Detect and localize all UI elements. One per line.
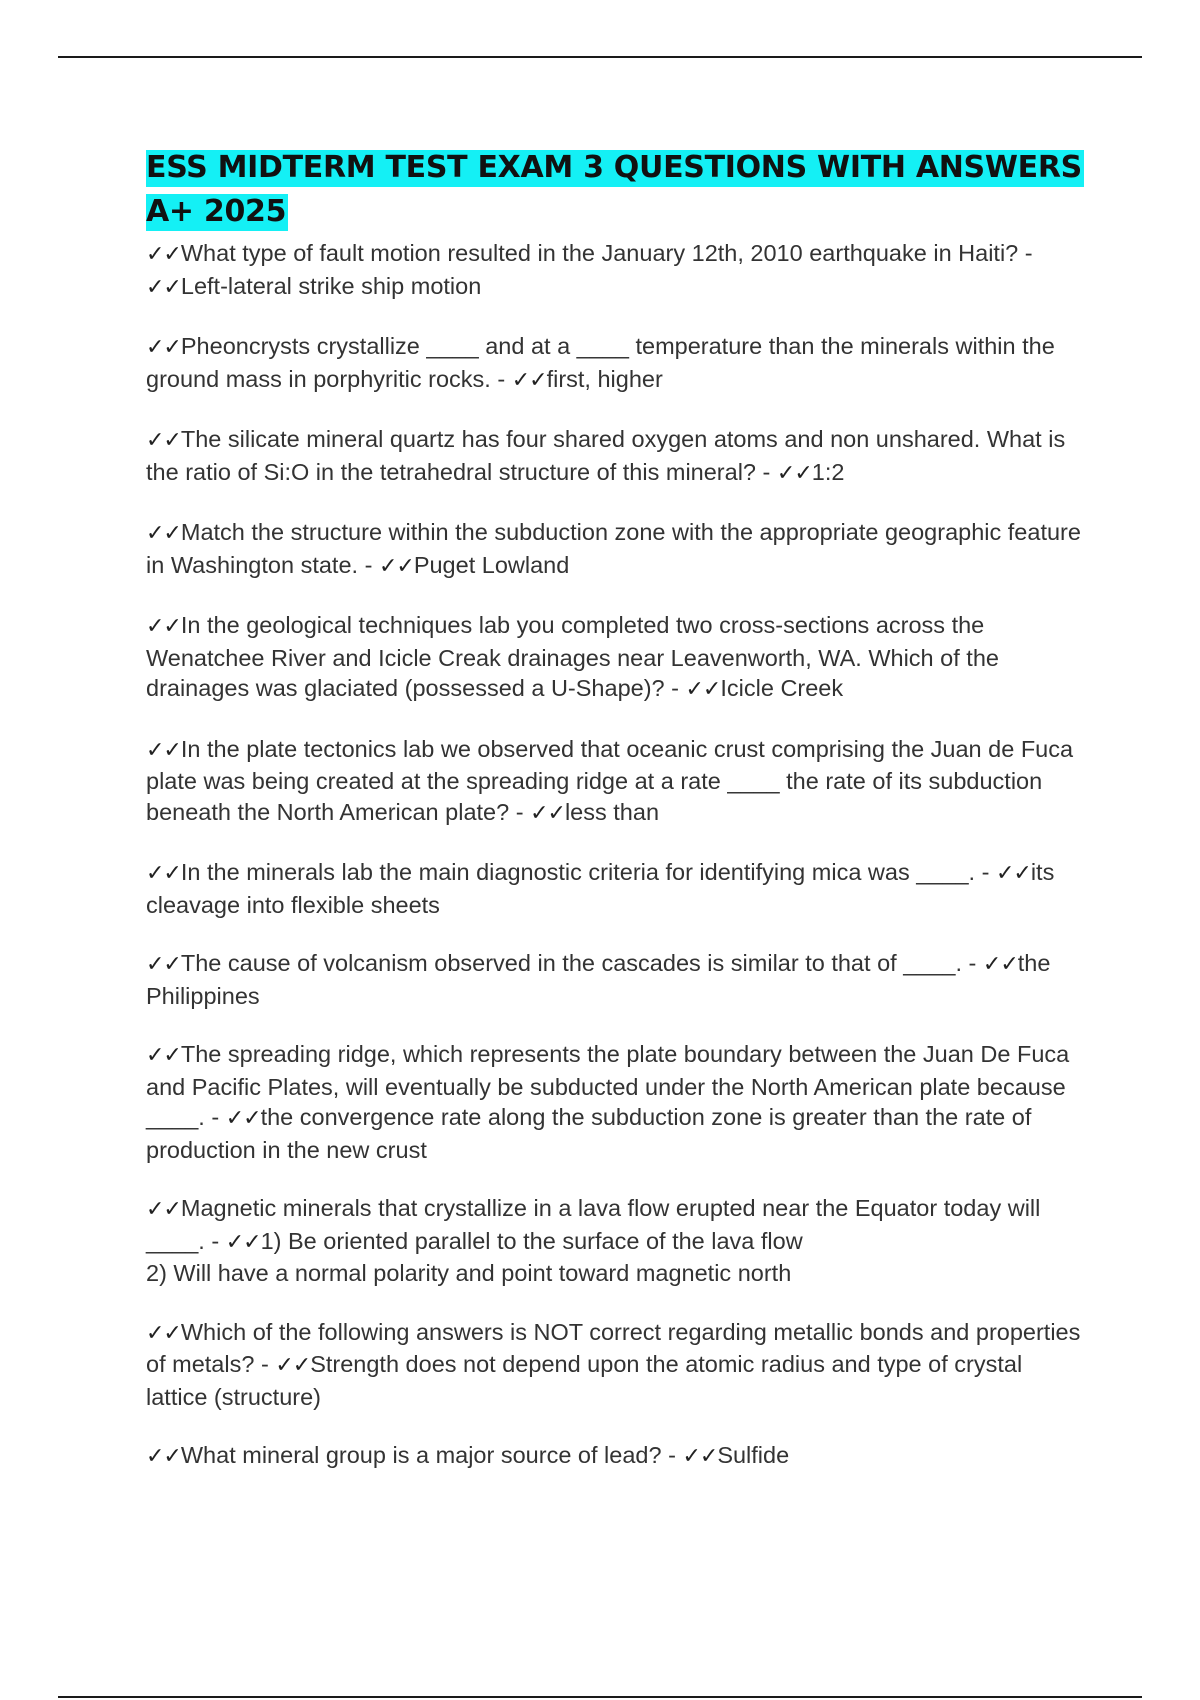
- check-marks-icon: ✓✓: [146, 428, 181, 453]
- qa-item: [146, 517, 1090, 582]
- answer-extra-text: 2) Will have a normal polarity and point toward magnetic north: [146, 1260, 792, 1286]
- question-text: The cause of volcanism observed in the cascades is similar to that of ____. -: [180, 950, 977, 976]
- check-marks-icon: ✓✓: [146, 952, 181, 977]
- check-marks-icon: ✓✓: [146, 1320, 181, 1346]
- top-rule: [58, 56, 1142, 58]
- check-marks-icon: ✓✓: [982, 952, 1018, 977]
- check-marks-icon: ✓✓: [146, 335, 181, 360]
- document-body: [146, 146, 1090, 1501]
- check-marks-icon: ✓✓: [776, 460, 812, 486]
- answer-text: Icicle Creek: [720, 675, 844, 701]
- answer-text: its cleavage into flexible sheets: [146, 859, 1055, 918]
- question-text: The silicate mineral quartz has four shared oxygen atoms and non unshared. What is the ratio of Si:O in the tetrahedral structure of this mineral? -: [146, 426, 1066, 485]
- answer-text: the convergence rate along the subduction zone is greater than the rate of production in the new crust: [146, 1104, 1032, 1163]
- qa-item: [146, 1317, 1090, 1413]
- bottom-rule: [58, 1696, 1142, 1698]
- question-text: What mineral group is a major source of lead? -: [180, 1442, 676, 1468]
- qa-item: [146, 734, 1090, 830]
- qa-item: [146, 238, 1090, 303]
- question-text: Which of the following answers is NOT correct regarding metallic bonds and properties of metals? -: [146, 1318, 1081, 1377]
- answer-text: 1:2: [811, 458, 845, 485]
- check-marks-icon: ✓✓: [511, 367, 547, 393]
- answer-text: Sulfide: [717, 1442, 790, 1468]
- check-marks-icon: ✓✓: [146, 521, 181, 546]
- check-marks-icon: ✓✓: [685, 677, 721, 702]
- check-marks-icon: ✓✓: [146, 861, 181, 886]
- answer-text: Strength does not depend upon the atomic radius and type of crystal lattice (structure): [146, 1351, 1023, 1410]
- qa-item: [146, 424, 1090, 489]
- check-marks-icon: ✓✓: [146, 614, 181, 639]
- qa-item: [146, 331, 1090, 396]
- check-marks-icon: ✓✓: [682, 1444, 718, 1469]
- check-marks-icon: ✓✓: [146, 1197, 181, 1222]
- check-marks-icon: ✓✓: [146, 274, 181, 300]
- qa-item: [146, 1440, 1090, 1473]
- check-marks-icon: ✓✓: [146, 242, 181, 267]
- question-text: Magnetic minerals that crystallize in a lava flow erupted near the Equator today will ____. -: [146, 1195, 1041, 1254]
- qa-list: [146, 238, 1090, 1473]
- check-marks-icon: ✓✓: [146, 1043, 181, 1068]
- question-text: Match the structure within the subduction zone with the appropriate geographic feature in Washington state. -: [146, 519, 1081, 578]
- qa-item: [146, 1193, 1090, 1289]
- check-marks-icon: ✓✓: [275, 1353, 311, 1378]
- qa-item: [146, 948, 1090, 1011]
- question-text: In the plate tectonics lab we observed that oceanic crust comprising the Juan de Fuca plate was being created at the spreading ridge at a rate ____ the rate of its subduction beneath the North American plate? -: [146, 735, 1074, 825]
- check-marks-icon: ✓✓: [146, 1444, 181, 1469]
- check-marks-icon: ✓✓: [146, 737, 181, 763]
- answer-text: Left-lateral strike ship motion: [180, 272, 482, 299]
- title-highlight: ESS MIDTERM TEST EXAM 3 QUESTIONS WITH ANSWERS A+ 2025: [146, 150, 1082, 229]
- answer-text: the Philippines: [146, 950, 1051, 1009]
- check-marks-icon: ✓✓: [225, 1229, 261, 1255]
- question-text: In the minerals lab the main diagnostic criteria for identifying mica was ____. -: [180, 859, 990, 885]
- qa-item: [146, 1039, 1090, 1165]
- question-text: The spreading ridge, which represents the plate boundary between the Juan De Fuca and Pacific Plates, will eventually be subducted under the North American plate because ____. -: [146, 1041, 1070, 1130]
- qa-item: [146, 610, 1090, 706]
- check-marks-icon: ✓✓: [225, 1106, 261, 1131]
- answer-text: less than: [564, 798, 660, 825]
- check-marks-icon: ✓✓: [378, 553, 414, 579]
- qa-item: [146, 857, 1090, 920]
- answer-text: first, higher: [546, 365, 663, 392]
- answer-text: Puget Lowland: [413, 551, 570, 578]
- answer-text: 1) Be oriented parallel to the surface of the lava flow: [260, 1227, 803, 1254]
- question-text: What type of fault motion resulted in the January 12th, 2010 earthquake in Haiti? -: [180, 240, 1033, 266]
- document-title: [146, 146, 1090, 234]
- check-marks-icon: ✓✓: [995, 861, 1031, 886]
- question-text: Pheoncrysts crystallize ____ and at a ____ temperature than the minerals within the ground mass in porphyritic rocks. -: [146, 333, 1055, 392]
- question-text: In the geological techniques lab you completed two cross-sections across the Wenatchee River and Icicle Creak drainages near Leavenworth, WA. Which of the drainages was glaciated (possessed a U-Shape)? -: [146, 612, 999, 701]
- check-marks-icon: ✓✓: [530, 800, 565, 826]
